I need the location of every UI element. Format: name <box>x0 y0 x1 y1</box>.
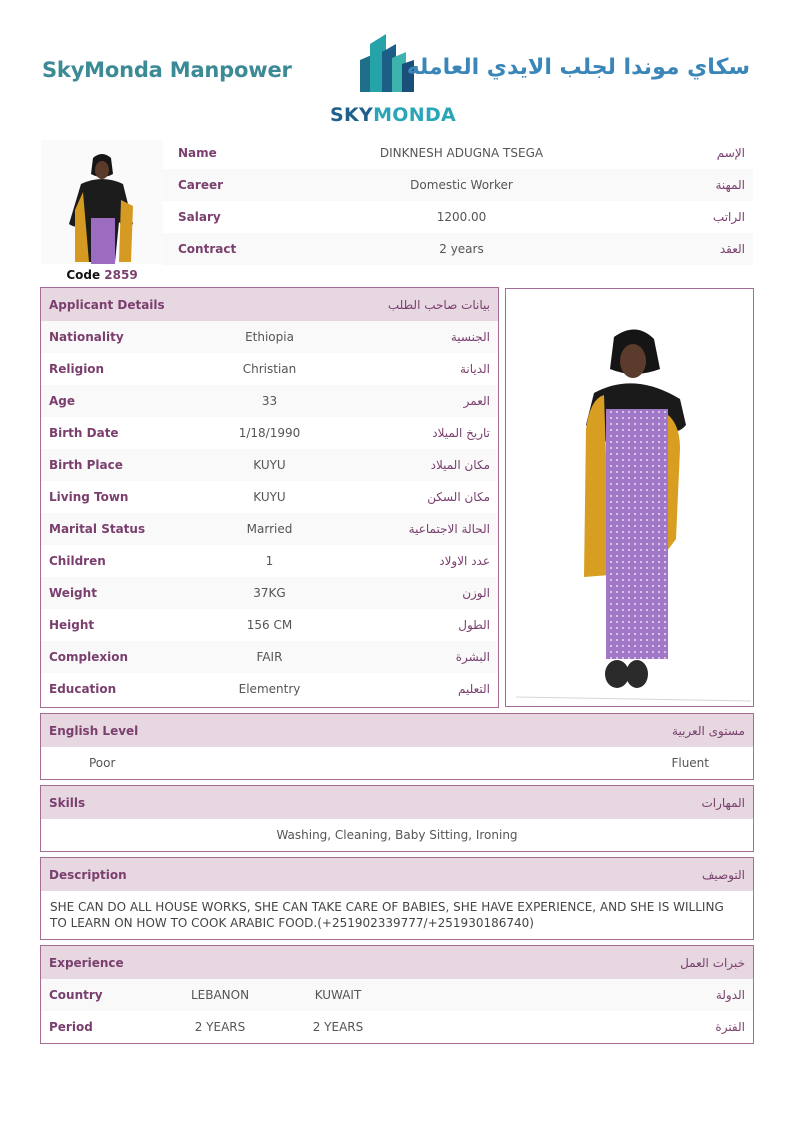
details-rows <box>41 321 498 705</box>
detail-label: Birth Place <box>49 458 123 472</box>
detail-row-religion <box>41 353 498 385</box>
detail-row-birth-date <box>41 417 498 449</box>
section-header <box>41 714 753 747</box>
detail-row-marital-status <box>41 513 498 545</box>
section-header <box>41 858 753 891</box>
detail-value: Married <box>246 522 293 536</box>
description-text: SHE CAN DO ALL HOUSE WORKS, SHE CAN TAKE CARE OF BABIES, SHE HAVE EXPERIENCE, AND SHE IS WILLING TO LEARN ON HOW TO COOK ARABIC FOOD.(+251902339777/+251930186740) <box>50 900 724 930</box>
summary-label: Contract <box>178 242 237 256</box>
experience-period-row <box>41 1011 753 1043</box>
section-header <box>41 786 753 819</box>
summary-label: Career <box>178 178 224 192</box>
summary-label-ar: العقد <box>719 242 745 256</box>
detail-label-ar: الوزن <box>462 586 490 600</box>
detail-label: Education <box>49 682 117 696</box>
detail-label-ar: مكان السكن <box>427 490 490 504</box>
experience-country: KUWAIT <box>314 988 362 1002</box>
detail-value: Elementry <box>238 682 301 696</box>
experience-label: Country <box>49 988 103 1002</box>
detail-label-ar: الديانة <box>459 362 490 376</box>
detail-row-education <box>41 673 498 705</box>
detail-row-complexion <box>41 641 498 673</box>
detail-label: Nationality <box>49 330 124 344</box>
applicant-photo-thumbnail <box>41 140 163 264</box>
summary-row-contract <box>163 233 753 265</box>
experience-period: 2 YEARS <box>312 1020 364 1034</box>
summary-label: Name <box>178 146 217 160</box>
detail-value: KUYU <box>253 490 286 504</box>
experience-rows <box>41 979 753 1043</box>
applicant-code: Code 2859 <box>66 268 138 282</box>
detail-label-ar: الحالة الاجتماعية <box>408 522 490 536</box>
detail-value: Christian <box>242 362 297 376</box>
summary-label-ar: المهنة <box>715 178 745 192</box>
section-title: Applicant Details <box>49 297 165 312</box>
detail-label-ar: تاريخ الميلاد <box>432 426 490 440</box>
detail-label: Birth Date <box>49 426 119 440</box>
summary-label-ar: الراتب <box>712 210 745 224</box>
detail-label-ar: التعليم <box>458 682 490 696</box>
experience-label-ar: الفترة <box>715 1020 745 1034</box>
detail-label: Height <box>49 618 95 632</box>
section-title-ar: المهارات <box>701 795 745 810</box>
experience-country-row <box>41 979 753 1011</box>
section-title: Skills <box>49 795 86 810</box>
experience-label: Period <box>49 1020 93 1034</box>
detail-value: 37KG <box>253 586 286 600</box>
detail-value: KUYU <box>253 458 286 472</box>
detail-label: Living Town <box>49 490 129 504</box>
section-title: Description <box>49 867 127 882</box>
language-section <box>40 713 754 780</box>
experience-section <box>40 945 754 1044</box>
detail-row-weight <box>41 577 498 609</box>
detail-label-ar: عدد الاولاد <box>439 554 490 568</box>
summary-row-name <box>163 137 753 169</box>
summary-label: Salary <box>178 210 221 224</box>
detail-label-ar: العمر <box>463 394 490 408</box>
section-title-ar: التوصيف <box>701 867 745 882</box>
detail-label-ar: مكان الميلاد <box>430 458 490 472</box>
detail-row-height <box>41 609 498 641</box>
summary-value: 2 years <box>439 242 484 256</box>
detail-label-ar: الجنسية <box>450 330 490 344</box>
logo-wordmark: SKYMONDA <box>330 104 457 126</box>
section-header <box>41 946 753 979</box>
detail-row-nationality <box>41 321 498 353</box>
language-values-row <box>41 747 753 779</box>
summary-value: Domestic Worker <box>410 178 513 192</box>
section-title-ar: خبرات العمل <box>680 955 745 970</box>
skills-value: Washing, Cleaning, Baby Sitting, Ironing <box>276 828 518 842</box>
applicant-photo-full <box>505 288 754 707</box>
summary-table <box>163 137 753 265</box>
detail-label: Weight <box>49 586 97 600</box>
experience-period: 2 YEARS <box>194 1020 246 1034</box>
skills-section <box>40 785 754 852</box>
detail-label: Age <box>49 394 76 408</box>
applicant-details-section <box>40 287 499 708</box>
experience-country: LEBANON <box>190 988 250 1002</box>
section-header <box>41 288 498 321</box>
experience-label-ar: الدولة <box>715 988 745 1002</box>
summary-value: 1200.00 <box>436 210 487 224</box>
detail-label-ar: الطول <box>458 618 490 632</box>
brand-name-english: SkyMonda Manpower <box>42 58 292 82</box>
detail-value: 1 <box>265 554 274 568</box>
section-title-ar: مستوى العربية <box>672 723 745 738</box>
summary-label-ar: الإسم <box>716 146 745 160</box>
summary-row-salary <box>163 201 753 233</box>
section-title: Experience <box>49 955 124 970</box>
detail-value: FAIR <box>256 650 283 664</box>
detail-row-age <box>41 385 498 417</box>
summary-row-career <box>163 169 753 201</box>
detail-row-living-town <box>41 481 498 513</box>
detail-value: 1/18/1990 <box>238 426 301 440</box>
detail-value: 156 CM <box>246 618 293 632</box>
detail-label: Complexion <box>49 650 129 664</box>
section-title-ar: بيانات صاحب الطلب <box>387 297 490 312</box>
arabic-level-value: Fluent <box>671 756 709 770</box>
section-title: English Level <box>49 723 139 738</box>
english-level-value: Poor <box>89 756 116 770</box>
detail-row-birth-place <box>41 449 498 481</box>
detail-label-ar: البشرة <box>455 650 490 664</box>
detail-value: 33 <box>261 394 278 408</box>
summary-value: DINKNESH ADUGNA TSEGA <box>379 146 544 160</box>
detail-label: Marital Status <box>49 522 146 536</box>
detail-value: Ethiopia <box>245 330 294 344</box>
detail-label: Children <box>49 554 106 568</box>
description-section <box>40 857 754 940</box>
detail-row-children <box>41 545 498 577</box>
detail-label: Religion <box>49 362 105 376</box>
brand-name-arabic: سكاي موندا لجلب الايدي العامله <box>406 55 750 80</box>
